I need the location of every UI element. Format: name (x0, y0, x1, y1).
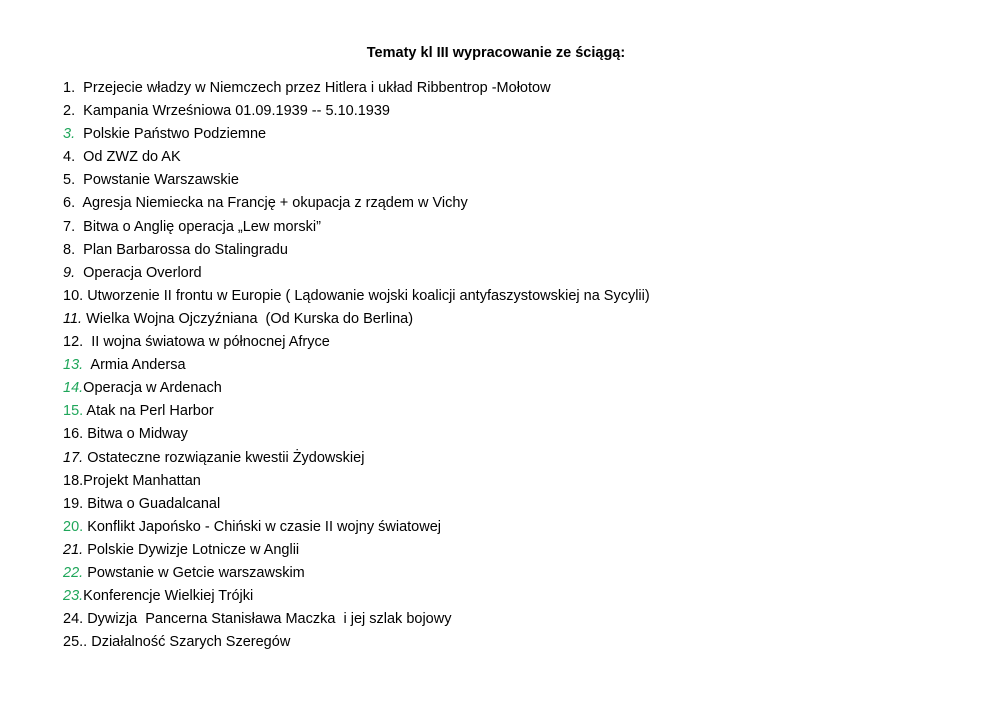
topic-number: 15. (63, 403, 84, 420)
topic-number: 2. (63, 103, 80, 120)
topic-text: Bitwa o Anglię operacja „Lew morski” (79, 218, 321, 235)
topic-text: Polskie Dywizje Lotnicze w Anglii (83, 541, 300, 558)
topic-item (63, 125, 650, 148)
topic-text: Armia Andersa (83, 357, 186, 374)
topic-item (63, 495, 650, 518)
topic-text: II wojna światowa w północnej Afryce (83, 334, 330, 351)
topic-text: Od ZWZ do AK (79, 149, 181, 166)
topic-item (63, 79, 650, 102)
topic-item (63, 449, 650, 472)
topic-text: Konflikt Japońsko - Chiński w czasie II wojny światowej (83, 518, 441, 535)
topic-number: 5. (63, 172, 80, 189)
topic-item (63, 518, 650, 541)
topic-text: Kampania Wrześniowa 01.09.1939 -- 5.10.1939 (79, 103, 390, 120)
topic-item (63, 218, 650, 241)
topic-text: Plan Barbarossa do Stalingradu (79, 241, 288, 258)
topic-text: Wielka Wojna Ojczyźniana (Od Kurska do Berlina) (82, 310, 414, 327)
topic-text: Atak na Perl Harbor (83, 403, 214, 420)
topic-number: 20. (63, 518, 84, 535)
topic-text: Operacja w Ardenach (83, 380, 222, 397)
topic-list (63, 79, 650, 656)
topic-item (63, 610, 650, 633)
topic-text: Ostateczne rozwiązanie kwestii Żydowskiej (83, 449, 365, 466)
topic-text: Bitwa o Guadalcanal (83, 495, 221, 512)
topic-number: 13. (63, 357, 84, 374)
topic-text: Konferencje Wielkiej Trójki (83, 588, 254, 605)
topic-number: 9. (63, 264, 80, 281)
topic-text: Utworzenie II frontu w Europie ( Lądowanie wojski koalicji antyfaszystowskiej na Sycylii) (83, 287, 650, 304)
topic-number: 23. (63, 588, 84, 605)
topic-item (63, 425, 650, 448)
topic-text: Bitwa o Midway (83, 426, 188, 443)
topic-number: 11. (63, 310, 83, 327)
topic-number: 19. (63, 495, 84, 512)
topic-item (63, 379, 650, 402)
document-title: Tematy kl III wypracowanie ze ściągą: (366, 45, 626, 61)
topic-item (63, 587, 650, 610)
topic-item (63, 171, 650, 194)
topic-text: Operacja Overlord (79, 264, 202, 281)
topic-number: 18. (63, 472, 84, 489)
topic-text: Przejecie władzy w Niemczech przez Hitlera i układ Ribbentrop -Mołotow (79, 80, 551, 96)
topic-item (63, 333, 650, 356)
topic-item (63, 264, 650, 287)
topic-text: Dywizja Pancerna Stanisława Maczka i jej szlak bojowy (83, 611, 452, 628)
topic-number: 17. (63, 449, 84, 466)
topic-item (63, 310, 650, 333)
topic-number: 7. (63, 218, 80, 235)
topic-item (63, 564, 650, 587)
topic-text: Projekt Manhattan (83, 472, 201, 489)
topic-item (63, 102, 650, 125)
topic-text: . Działalność Szarych Szeregów (83, 634, 291, 651)
topic-number: 24. (63, 611, 84, 628)
topic-number: 8. (63, 241, 80, 258)
topic-number: 25. (63, 634, 84, 651)
topic-item (63, 287, 650, 310)
topic-number: 1. (63, 80, 80, 96)
topic-text: Agresja Niemiecka na Francję + okupacja z rządem w Vichy (79, 195, 468, 212)
topic-text: Polskie Państwo Podziemne (79, 126, 267, 143)
topic-item (63, 472, 650, 495)
topic-number: 21. (63, 541, 84, 558)
topic-text: Powstanie w Getcie warszawskim (83, 564, 305, 581)
topic-number: 16. (63, 426, 84, 443)
topic-text: Powstanie Warszawskie (79, 172, 239, 189)
topic-number: 6. (63, 195, 80, 212)
topic-number: 22. (63, 564, 84, 581)
topic-item (63, 541, 650, 564)
topic-item (63, 356, 650, 379)
topic-item (63, 633, 650, 656)
topic-item (63, 194, 650, 217)
topic-item (63, 148, 650, 171)
topic-item (63, 241, 650, 264)
topic-number: 14. (63, 380, 84, 397)
topic-item (63, 402, 650, 425)
topic-number: 12. (63, 334, 84, 351)
topic-number: 4. (63, 149, 80, 166)
topic-number: 3. (63, 126, 80, 143)
topic-number: 10. (63, 287, 84, 304)
